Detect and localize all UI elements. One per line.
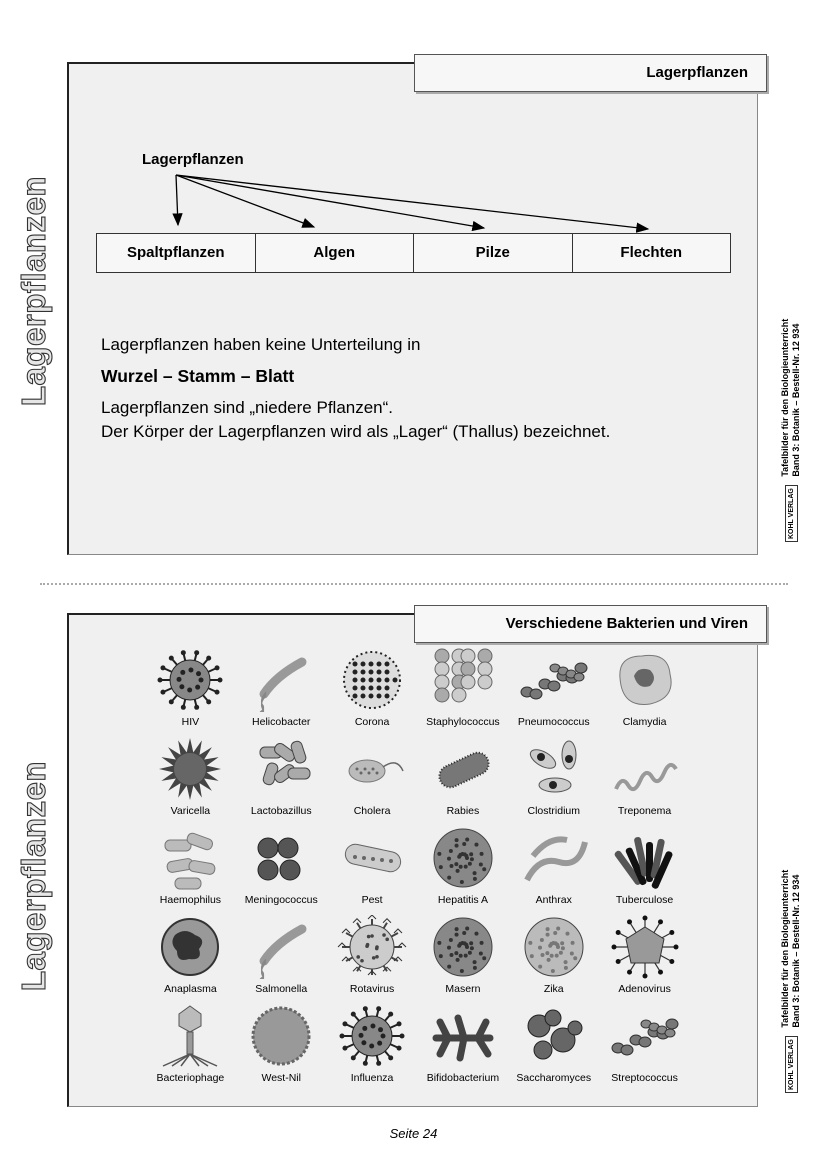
organism-item [508, 915, 599, 1004]
organism-item [236, 648, 327, 737]
organism-item [508, 648, 599, 737]
bumpy-sphere-icon [428, 915, 498, 979]
bottom-panel-header: Verschiedene Bakterien und Viren [414, 605, 767, 643]
publisher-logo: KOHL VERLAG [785, 1036, 798, 1093]
organism-label: Anaplasma [164, 983, 217, 995]
organism-item [418, 1004, 509, 1093]
top-side-info [780, 282, 810, 542]
organism-item [145, 915, 236, 1004]
organism-label: Saccharomyces [516, 1072, 592, 1084]
organism-item [418, 826, 509, 915]
bullet-virus-icon [428, 737, 498, 801]
organism-item [327, 648, 418, 737]
organism-item [418, 737, 509, 826]
organism-label: Rotavirus [349, 983, 395, 995]
organism-label: Clostridium [527, 805, 580, 817]
textured-sphere-icon [519, 915, 589, 979]
organism-item [508, 826, 599, 915]
organism-label: Anthrax [535, 894, 572, 906]
organism-item [236, 915, 327, 1004]
organism-item [599, 737, 690, 826]
organism-item [418, 915, 509, 1004]
star-virus-icon [155, 737, 225, 801]
organism-item [418, 648, 509, 737]
organism-grid [145, 648, 690, 1093]
organism-label: Salmonella [255, 983, 308, 995]
organism-label: Cholera [353, 805, 391, 817]
rod-cluster-icon [246, 737, 316, 801]
branched-rod-icon [428, 1004, 498, 1068]
smooth-sphere-icon [246, 1004, 316, 1068]
organism-label: Rabies [446, 805, 480, 817]
organism-item [145, 826, 236, 915]
category-pilze: Pilze [414, 234, 573, 272]
bottom-side-info [780, 833, 810, 1093]
top-panel [67, 62, 758, 555]
organism-item [327, 915, 418, 1004]
organism-item [236, 1004, 327, 1093]
organism-label: Pest [361, 894, 383, 906]
organism-item [327, 826, 418, 915]
organism-label: Helicobacter [252, 716, 311, 728]
organism-item [599, 648, 690, 737]
icosahedron-icon [610, 915, 680, 979]
text-line-3: Lagerpflanzen sind „niedere Pflanzen“. [101, 398, 394, 417]
publisher-logo: KOHL VERLAG [785, 485, 798, 542]
organism-label: Influenza [350, 1072, 394, 1084]
organism-item [508, 737, 599, 826]
organism-label: Bacteriophage [156, 1072, 225, 1084]
organism-label: Tuberculose [615, 894, 674, 906]
organism-label: Staphylococcus [426, 716, 500, 728]
organism-label: Clamydia [622, 716, 667, 728]
organism-item [327, 737, 418, 826]
bottom-side-title: Lagerpflanzen [15, 760, 52, 992]
organism-label: HIV [181, 716, 200, 728]
comma-bacterium-icon [337, 737, 407, 801]
blob-cell-icon [610, 648, 680, 712]
organism-label: West-Nil [261, 1072, 301, 1084]
organism-item [236, 826, 327, 915]
organism-item [145, 1004, 236, 1093]
chain-icon [519, 648, 589, 712]
flagellated-rod-icon [246, 648, 316, 712]
organism-label: Bifidobacterium [426, 1072, 500, 1084]
spiky-virus-icon [337, 1004, 407, 1068]
organism-label: Varicella [170, 805, 211, 817]
text-line-4: Der Körper der Lagerpflanzen wird als „Lager“ (Thallus) bezeichnet. [101, 422, 611, 441]
phage-icon [155, 1004, 225, 1068]
organism-item [145, 648, 236, 737]
side-info-line1: Tafelbilder für den Biologieunterricht [780, 318, 790, 477]
organism-label: Meningococcus [244, 894, 318, 906]
organism-item [599, 1004, 690, 1093]
budding-yeast-icon [519, 1004, 589, 1068]
organism-item [236, 737, 327, 826]
top-side-title: Lagerpflanzen [15, 175, 52, 407]
chain-icon [610, 1004, 680, 1068]
side-info-line2: Band 3: Botanik – Bestell-Nr. 12 934 [791, 323, 801, 477]
organism-label: Masern [445, 983, 481, 995]
organism-item [145, 737, 236, 826]
spore-rod-icon [519, 737, 589, 801]
organism-label: Zika [543, 983, 564, 995]
tree-root-label: Lagerpflanzen [142, 151, 244, 168]
long-rods-icon [519, 826, 589, 890]
short-rods-icon [155, 826, 225, 890]
top-panel-header: Lagerpflanzen [414, 54, 767, 92]
cut-line [40, 583, 788, 585]
organism-item [327, 1004, 418, 1093]
spiral-icon [610, 737, 680, 801]
text-line-1: Lagerpflanzen haben keine Unterteilung in [101, 335, 421, 354]
organism-label: Treponema [617, 805, 672, 817]
crowned-sphere-icon [337, 915, 407, 979]
category-flechten: Flechten [620, 244, 683, 261]
side-info-line1: Tafelbilder für den Biologieunterricht [780, 869, 790, 1028]
rod-bundle-icon [610, 826, 680, 890]
diplococcus-icon [246, 826, 316, 890]
organism-label: Haemophilus [159, 894, 222, 906]
cluster-icon [428, 648, 498, 712]
flagellated-rod-icon [246, 915, 316, 979]
dotted-sphere-icon [337, 648, 407, 712]
inclusion-cell-icon [155, 915, 225, 979]
organism-label: Adenovirus [618, 983, 671, 995]
category-spaltpflanzen: Spaltpflanzen [97, 234, 256, 272]
bumpy-sphere-icon [428, 826, 498, 890]
page-number: Seite 24 [389, 1126, 438, 1141]
organism-label: Hepatitis A [437, 894, 489, 906]
organism-label: Streptococcus [611, 1072, 678, 1084]
spiky-virus-icon [155, 648, 225, 712]
organism-label: Pneumococcus [517, 716, 590, 728]
organism-label: Lactobazillus [250, 805, 312, 817]
side-info-line2: Band 3: Botanik – Bestell-Nr. 12 934 [791, 874, 801, 1028]
organism-item [599, 826, 690, 915]
organism-label: Corona [354, 716, 390, 728]
organism-item [599, 915, 690, 1004]
category-algen: Algen [256, 234, 415, 272]
category-boxes [96, 233, 731, 273]
organism-item [508, 1004, 599, 1093]
text-line-2: Wurzel – Stamm – Blatt [101, 366, 295, 386]
capsule-rod-icon [337, 826, 407, 890]
